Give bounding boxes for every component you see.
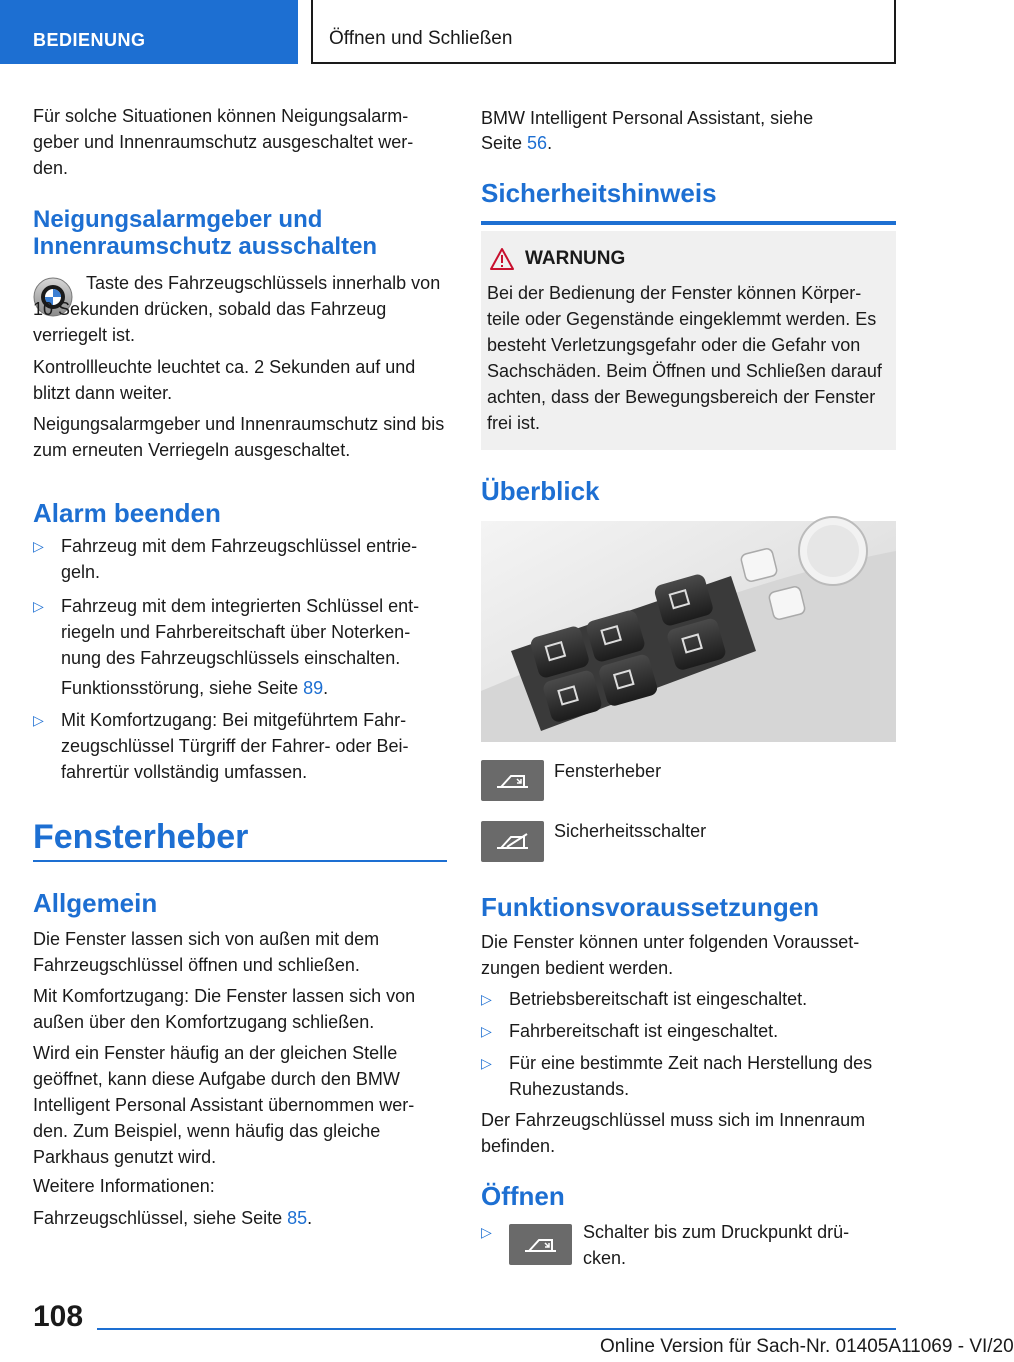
funktion-item: ▷ Fahrbereitschaft ist eingeschaltet. bbox=[481, 1018, 896, 1044]
warning-title: WARNUNG bbox=[525, 248, 626, 269]
bullet-triangle-icon: ▷ bbox=[481, 991, 492, 1007]
intro-paragraph: Für solche Situationen können Neigungsalarm-geber und Innenraumschutz ausgeschaltet wer-den. bbox=[33, 106, 414, 178]
bmw-assistant-line: BMW Intelligent Personal Assistant, siehe bbox=[481, 108, 814, 128]
page-link-89[interactable]: 89 bbox=[303, 678, 324, 698]
bullet-triangle-icon: ▷ bbox=[33, 712, 44, 728]
footer-text: Online Version für Sach-Nr. 01405A11069 - VI/20 bbox=[600, 1336, 1014, 1357]
warning-text: Bei der Bedienung der Fenster können Körper-teile oder Gegenstände eingeklemmt werden. Es besteht Verletzungsgefahr oder die Gefahr von Sachschäden. Beim Öffnen und Schließen darauf achten, dass der Bewegungsbereich der Fenster frei ist. bbox=[487, 283, 882, 433]
allgemein-paragraph-3: Wird ein Fenster häufig an der gleichen Stelle geöffnet, kann diese Aufgabe durch den BMW Intelligent Personal Assistant übernommen wer-den. Zum Beispiel, wenn häufig das gleiche Parkhaus genutzt wird. bbox=[33, 1043, 415, 1167]
legend-fensterheber: Fensterheber bbox=[554, 761, 662, 781]
funktion-paragraph: Die Fenster können unter folgenden Vorausset-zungen bedient werden. bbox=[481, 932, 860, 978]
alarm-item: ▷ Mit Komfortzugang: Bei mitgeführtem Fahr-zeugschlüssel Türgriff der Fahrer- oder Bei-fahrertür vollständig umfassen. bbox=[33, 707, 447, 785]
heading-allgemein: Allgemein bbox=[33, 888, 158, 918]
section-label: BEDIENUNG bbox=[33, 30, 146, 50]
window-lifter-press-icon bbox=[509, 1224, 572, 1265]
neigung-paragraph: Neigungsalarmgeber und Innenraumschutz sind bis zum erneuten Verriegeln ausgeschaltet. bbox=[33, 414, 445, 460]
warning-top-rule bbox=[481, 221, 896, 225]
legend-sicherheitsschalter: Sicherheitsschalter bbox=[554, 821, 707, 841]
heading-alarm: Alarm beenden bbox=[33, 498, 221, 528]
warning-triangle-icon bbox=[490, 248, 514, 270]
footer-rule bbox=[97, 1328, 896, 1330]
page-link-85[interactable]: 85 bbox=[287, 1208, 308, 1228]
page-number: 108 bbox=[33, 1300, 84, 1333]
schluessel-ref: Fahrzeugschlüssel, siehe Seite 85. bbox=[33, 1208, 313, 1228]
chapter-title: Öffnen und Schließen bbox=[329, 28, 513, 49]
heading-neigung: Neigungsalarmgeber und Innenraumschutz ausschalten bbox=[33, 206, 378, 260]
window-switch-photo bbox=[481, 521, 896, 742]
funktion-item: ▷ Für eine bestimmte Zeit nach Herstellung des Ruhezustands. bbox=[481, 1050, 896, 1102]
bullet-triangle-icon: ▷ bbox=[481, 1224, 492, 1240]
bullet-triangle-icon: ▷ bbox=[33, 598, 44, 614]
schluessel-paragraph: Der Fahrzeugschlüssel muss sich im Innenraum befinden. bbox=[481, 1110, 866, 1156]
heading-ueberblick: Überblick bbox=[481, 476, 600, 506]
heading-fensterheber: Fensterheber bbox=[33, 818, 249, 856]
funktionsstoerung-ref: Funktionsstörung, siehe Seite 89. bbox=[61, 678, 329, 698]
bullet-triangle-icon: ▷ bbox=[481, 1055, 492, 1071]
bullet-triangle-icon: ▷ bbox=[33, 538, 44, 554]
heading-rule bbox=[33, 860, 447, 862]
oeffnen-item: Schalter bis zum Druckpunkt drü-cken. bbox=[583, 1222, 850, 1268]
heading-funktion: Funktionsvoraussetzungen bbox=[481, 892, 820, 922]
taste-paragraph: Taste des Fahrzeugschlüssels innerhalb von 10 Sekunden drücken, sobald das Fahrzeug verriegelt ist. bbox=[33, 273, 441, 345]
page-link-56[interactable]: 56 bbox=[527, 133, 548, 153]
allgemein-paragraph-1: Die Fenster lassen sich von außen mit dem Fahrzeugschlüssel öffnen und schließen. bbox=[33, 929, 380, 975]
heading-sicherheit: Sicherheitshinweis bbox=[481, 178, 717, 208]
warning-box bbox=[481, 231, 896, 450]
heading-oeffnen: Öffnen bbox=[481, 1181, 565, 1211]
allgemein-paragraph-2: Mit Komfortzugang: Die Fenster lassen sich von außen über den Komfortzugang schließen. bbox=[33, 986, 416, 1032]
kontroll-paragraph: Kontrollleuchte leuchtet ca. 2 Sekunden auf und blitzt dann weiter. bbox=[33, 357, 416, 403]
chapter-header bbox=[311, 0, 896, 64]
weitere-paragraph: Weitere Informationen: bbox=[33, 1176, 215, 1196]
bmw-assistant-ref: Seite 56. bbox=[481, 133, 553, 153]
alarm-item: ▷ Fahrzeug mit dem integrierten Schlüssel ent-riegeln und Fahrbereitschaft über Noterken-nung des Fahrzeugschlüssels einschalten. bbox=[33, 593, 447, 671]
safety-switch-icon bbox=[481, 821, 544, 862]
section-tab bbox=[0, 0, 298, 64]
funktion-item: ▷ Betriebsbereitschaft ist eingeschaltet. bbox=[481, 986, 896, 1012]
window-lifter-icon bbox=[481, 760, 544, 801]
alarm-item: ▷ Fahrzeug mit dem Fahrzeugschlüssel entrie-geln. bbox=[33, 533, 447, 585]
bullet-triangle-icon: ▷ bbox=[481, 1023, 492, 1039]
